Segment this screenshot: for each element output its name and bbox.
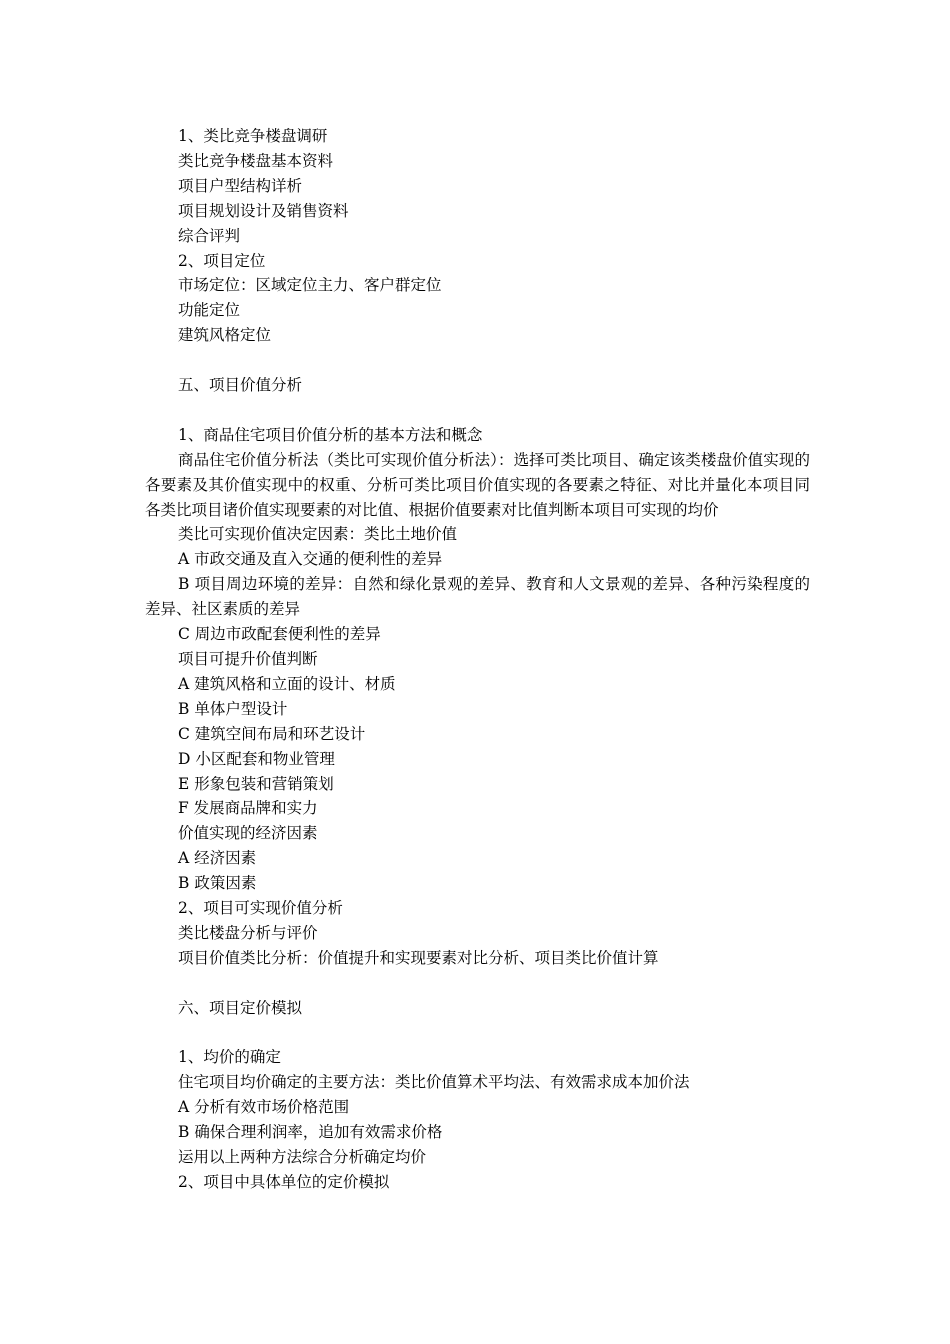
text-paragraph: B 项目周边环境的差异：自然和绿化景观的差异、教育和人文景观的差异、各种污染程度的差异、社区素质的差异: [145, 575, 810, 619]
text-line: 项目户型结构详析: [178, 176, 303, 195]
text-line: A 建筑风格和立面的设计、材质: [178, 674, 396, 693]
text-line: 综合评判: [178, 226, 241, 245]
text-line: 1、均价的确定: [178, 1048, 281, 1067]
text-line: 项目价值类比分析：价值提升和实现要素对比分析、项目类比价值计算: [178, 948, 659, 967]
text-line: 类比可实现价值决定因素：类比土地价值: [178, 525, 458, 544]
text-line: 2、项目定位: [178, 251, 266, 270]
text-line: 类比楼盘分析与评价: [178, 923, 318, 942]
text-line: C 周边市政配套便利性的差异: [178, 625, 381, 644]
text-line: 1、商品住宅项目价值分析的基本方法和概念: [178, 425, 483, 444]
document-body: [145, 124, 810, 1195]
text-line: 功能定位: [178, 301, 241, 320]
text-line: 1、类比竞争楼盘调研: [178, 127, 328, 145]
text-paragraph: 商品住宅价值分析法（类比可实现价值分析法）：选择可类比项目、确定该类楼盘价值实现的各要素及其价值实现中的权重、分析可类比项目价值实现的各要素之特征、对比并量化本项目同各类比项目诸价值实现要素的对比值、根据价值要素对比值判断本项目可实现的均价: [145, 450, 810, 519]
section-heading: 五、项目价值分析: [178, 376, 303, 395]
text-line: B 政策因素: [178, 874, 257, 893]
text-line: C 建筑空间布局和环艺设计: [178, 724, 366, 743]
text-line: 价值实现的经济因素: [178, 824, 318, 843]
text-line: B 确保合理利润率，追加有效需求价格: [178, 1123, 443, 1142]
text-line: 住宅项目均价确定的主要方法：类比价值算术平均法、有效需求成本加价法: [178, 1073, 690, 1092]
text-line: A 分析有效市场价格范围: [178, 1098, 350, 1117]
text-line: 市场定位：区域定位主力、客户群定位: [178, 276, 442, 295]
text-line: 项目可提升价值判断: [178, 650, 318, 668]
blank-line: [145, 398, 810, 423]
text-line: D 小区配套和物业管理: [178, 749, 335, 768]
text-line: 2、项目可实现价值分析: [178, 899, 343, 918]
text-line: 建筑风格定位: [178, 326, 272, 345]
text-line: 项目规划设计及销售资料: [178, 201, 349, 220]
text-line: 类比竞争楼盘基本资料: [178, 151, 334, 170]
text-line: A 市政交通及直入交通的便利性的差异: [178, 550, 443, 569]
blank-line: [145, 971, 810, 996]
text-line: A 经济因素: [178, 849, 257, 868]
blank-line: [145, 348, 810, 373]
text-line: F 发展商品牌和实力: [178, 799, 318, 818]
section-heading: 六、项目定价模拟: [178, 998, 303, 1017]
blank-line: [145, 1021, 810, 1046]
text-line: 2、项目中具体单位的定价模拟: [178, 1173, 390, 1191]
text-line: 运用以上两种方法综合分析确定均价: [178, 1148, 427, 1167]
text-line: E 形象包装和营销策划: [178, 774, 334, 793]
text-line: B 单体户型设计: [178, 699, 288, 718]
